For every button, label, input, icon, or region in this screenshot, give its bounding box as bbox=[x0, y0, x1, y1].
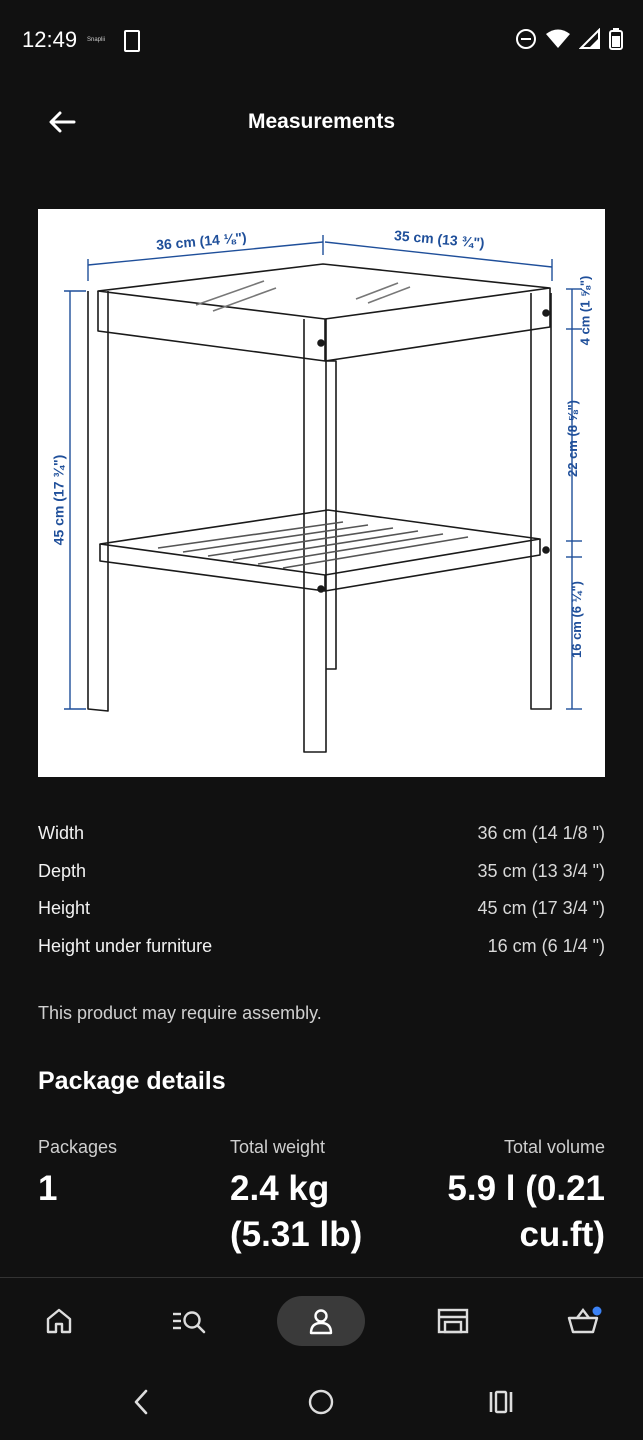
store-icon bbox=[436, 1306, 470, 1336]
package-details-heading: Package details bbox=[38, 1067, 226, 1095]
system-navigation bbox=[0, 1364, 643, 1440]
packages-column bbox=[38, 1137, 117, 1212]
measurement-value: 45 cm (17 3/4 ") bbox=[477, 898, 605, 919]
packages-value: 1 bbox=[38, 1169, 58, 1208]
nav-profile-button[interactable] bbox=[277, 1296, 365, 1346]
volume-value-line1: 5.9 l (0.21 bbox=[447, 1169, 605, 1208]
weight-label: Total weight bbox=[230, 1137, 326, 1157]
shelf-gap-dimension-label: 22 cm (8 ⅝") bbox=[564, 400, 580, 477]
under-dimension-label: 16 cm (6 ¼") bbox=[568, 581, 584, 658]
height-dimension-label: 45 cm (17 ¾") bbox=[50, 454, 67, 546]
system-recents-button[interactable] bbox=[476, 1382, 526, 1422]
weight-value-line2: (5.31 lb) bbox=[230, 1215, 363, 1254]
depth-dimension-label: 35 cm (13 ¾") bbox=[393, 227, 486, 251]
weight-value-line1: 2.4 kg bbox=[230, 1169, 330, 1208]
bottom-navigation bbox=[0, 1278, 643, 1364]
measurement-value: 16 cm (6 1/4 ") bbox=[487, 935, 605, 956]
status-app-label: Snaplii bbox=[87, 37, 106, 43]
measurement-row bbox=[38, 853, 605, 891]
page-title: Measurements bbox=[247, 110, 396, 133]
weight-value bbox=[230, 1166, 410, 1258]
status-time: 12:49 bbox=[22, 27, 78, 52]
width-dimension-label: 36 cm (14 ⅛") bbox=[155, 229, 248, 253]
circle-home-icon bbox=[307, 1388, 335, 1416]
nav-home-button[interactable] bbox=[15, 1296, 103, 1346]
top-rail-dimension-label: 4 cm (1 ⅝") bbox=[577, 275, 593, 346]
dnd-icon bbox=[515, 28, 537, 50]
measurement-label: Height under furniture bbox=[38, 935, 213, 956]
weight-column bbox=[230, 1137, 410, 1258]
package-details bbox=[38, 1137, 605, 1267]
sim-icon bbox=[124, 30, 140, 52]
volume-value bbox=[405, 1166, 605, 1258]
volume-column bbox=[405, 1137, 605, 1258]
volume-value-line2: cu.ft) bbox=[519, 1215, 605, 1254]
home-icon bbox=[44, 1306, 74, 1336]
assembly-note: This product may require assembly. bbox=[38, 1003, 322, 1023]
nav-store-button[interactable] bbox=[409, 1296, 497, 1346]
measurement-value: 35 cm (13 3/4 ") bbox=[477, 860, 605, 881]
measurement-row bbox=[38, 890, 605, 928]
measurement-label: Depth bbox=[38, 860, 87, 881]
profile-icon bbox=[306, 1306, 336, 1336]
side-table-drawing bbox=[38, 209, 605, 777]
measurement-diagram bbox=[38, 209, 605, 777]
status-bar bbox=[0, 0, 643, 80]
packages-label: Packages bbox=[38, 1137, 118, 1157]
nav-search-button[interactable] bbox=[145, 1296, 233, 1346]
measurement-row bbox=[38, 928, 605, 966]
recents-icon bbox=[487, 1388, 515, 1416]
measurements-list bbox=[38, 815, 605, 965]
signal-icon bbox=[579, 28, 601, 50]
system-home-button[interactable] bbox=[296, 1382, 346, 1422]
system-back-button[interactable] bbox=[116, 1382, 166, 1422]
measurement-label: Height bbox=[38, 898, 91, 919]
chevron-left-icon bbox=[131, 1388, 151, 1416]
measurement-value: 36 cm (14 1/8 ") bbox=[477, 823, 605, 844]
battery-icon bbox=[609, 28, 623, 50]
search-list-icon bbox=[171, 1306, 207, 1336]
basket-icon bbox=[566, 1306, 602, 1336]
status-icons bbox=[515, 28, 623, 50]
wifi-icon bbox=[545, 28, 571, 50]
measurement-row bbox=[38, 815, 605, 853]
top-app-bar bbox=[0, 90, 643, 154]
volume-label: Total volume bbox=[503, 1137, 605, 1157]
measurement-label: Width bbox=[38, 823, 85, 844]
nav-basket-button[interactable] bbox=[540, 1296, 628, 1346]
